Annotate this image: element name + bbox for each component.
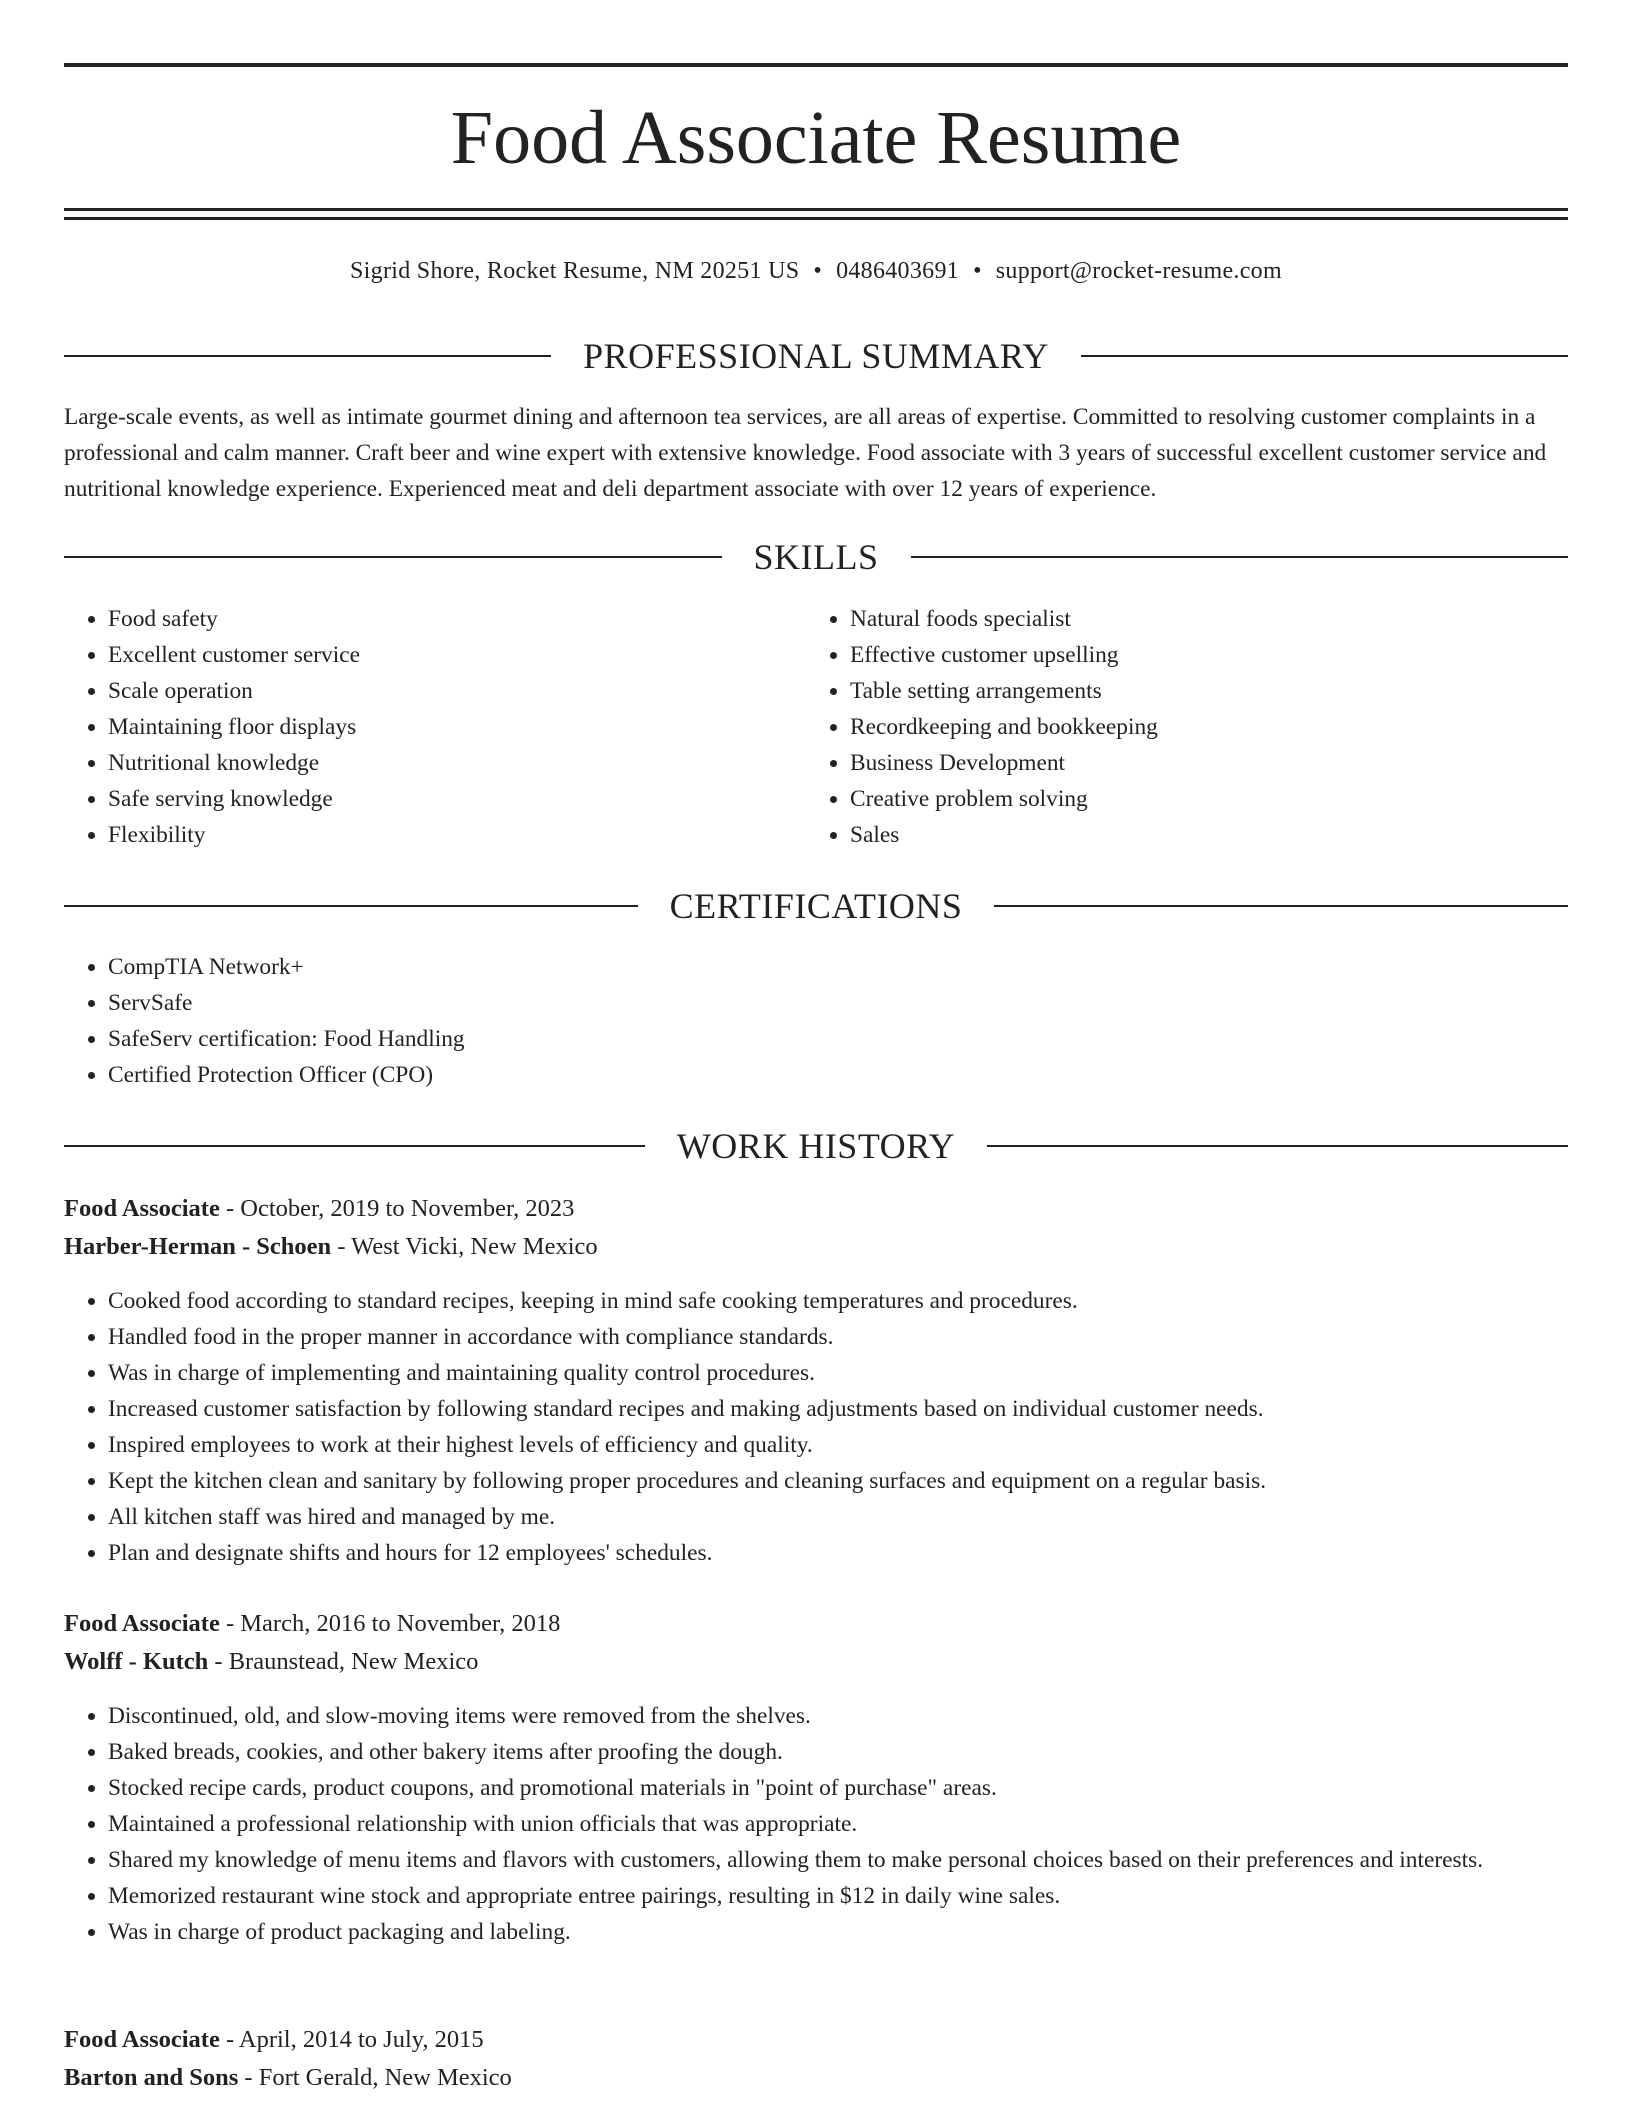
job-duty: • Increased customer satisfaction by following standard recipes and making adjustments based on individual customer needs. [108,1391,1568,1427]
job-duty: • All kitchen staff was hired and managed by me. [108,1499,1568,1535]
job-duty: • Memorized restaurant wine stock and appropriate entree pairings, resulting in $12 in daily wine sales. [108,1878,1568,1914]
job-duty: • Maintained a professional relationship with union officials that was appropriate. [108,1806,1568,1842]
certification-item: • SafeServ certification: Food Handling [108,1021,1568,1057]
heading-rule [1081,355,1568,357]
heading-rule [64,1145,645,1147]
job-dates: - October, 2019 to November, 2023 [219,1195,575,1222]
job-duty: • Baked breads, cookies, and other bakery items after proofing the dough. [108,1734,1568,1770]
section-heading-label: CERTIFICATIONS [669,886,963,926]
job-dates: - March, 2016 to November, 2018 [219,1610,561,1637]
job-company: Barton and Sons [64,2064,239,2091]
heading-rule [911,556,1569,558]
section-heading-label: PROFESSIONAL SUMMARY [583,336,1049,376]
heading-rule [64,556,722,558]
certification-item: • Certified Protection Officer (CPO) [108,1057,1568,1093]
skill-item: • Creative problem solving [850,781,1550,817]
job-title: Food Associate [64,1610,220,1637]
resume-title: Food Associate Resume [450,96,1182,180]
job-duty: • Shared my knowledge of menu items and flavors with customers, allowing them to make personal choices based on their preferences and interests. [108,1842,1568,1878]
job-duty: • Was in charge of product packaging and labeling. [108,1914,1568,1950]
heading-rule [994,905,1568,907]
contact-line [64,253,1568,289]
job-duty: • Was in charge of implementing and maintaining quality control procedures. [108,1355,1568,1391]
job-company: Wolff - Kutch [64,1648,209,1675]
job-duty: • Inspired employees to work at their highest levels of efficiency and quality. [108,1427,1568,1463]
skill-item: • Recordkeeping and bookkeeping [850,709,1550,745]
job-title-line [64,2021,1568,2059]
section-heading-certifications [64,884,1568,928]
section-heading-work-history [64,1124,1568,1168]
job-duty: • Kept the kitchen clean and sanitary by following proper procedures and cleaning surfaces and equipment on a regular basis. [108,1463,1568,1499]
job-location: - West Vicki, New Mexico [331,1233,598,1260]
skill-item: • Effective customer upselling [850,637,1550,673]
skills-list-left [64,601,808,853]
skill-item: • Excellent customer service [108,637,808,673]
skills-list-right [806,601,1550,853]
contact-separator: • [973,258,982,284]
section-heading-label: WORK HISTORY [676,1126,956,1166]
skill-item: • Scale operation [108,673,808,709]
skill-item: • Food safety [108,601,808,637]
skill-item: • Maintaining floor displays [108,709,808,745]
job-company-line [64,1228,1568,1266]
job-duties-list [64,1283,1568,1571]
skill-item: • Flexibility [108,817,808,853]
contact-phone: 0486403691 [836,258,960,284]
certification-item: • CompTIA Network+ [108,949,1568,985]
job-duties-list [64,1698,1568,1950]
job-duty: • Stocked recipe cards, product coupons, and promotional materials in "point of purchase" areas. [108,1770,1568,1806]
job-duty: • Cooked food according to standard recipes, keeping in mind safe cooking temperatures and procedures. [108,1283,1568,1319]
summary-text: Large-scale events, as well as intimate gourmet dining and afternoon tea services, are all areas of expertise. Committed to resolving customer complaints in a professional and calm manner. Craft beer and wine expert with extensive knowledge. Food associate with 3 years of successful excellent customer service and nutritional knowledge experience. Experienced meat and deli department associate with over 12 years of experience. [64,404,1547,502]
section-heading-skills [64,535,1568,579]
skill-item: • Safe serving knowledge [108,781,808,817]
job-duty: • Discontinued, old, and slow-moving items were removed from the shelves. [108,1698,1568,1734]
job-company-line [64,1643,1568,1681]
certification-item: • ServSafe [108,985,1568,1021]
heading-rule [64,905,638,907]
skill-item: • Sales [850,817,1550,853]
contact-address: Sigrid Shore, Rocket Resume, NM 20251 US [350,258,800,284]
heading-rule [64,355,551,357]
job-duty: • Plan and designate shifts and hours for 12 employees' schedules. [108,1535,1568,1571]
job-title: Food Associate [64,2026,220,2053]
job-company: Harber-Herman - Schoen [64,1233,332,1260]
job-dates: - April, 2014 to July, 2015 [219,2026,484,2053]
section-heading-summary [64,334,1568,378]
skill-item: • Natural foods specialist [850,601,1550,637]
job-title-line [64,1190,1568,1228]
job-company-line [64,2059,1568,2097]
contact-email: support@rocket-resume.com [995,258,1282,284]
skill-item: • Nutritional knowledge [108,745,808,781]
job-duty: • Handled food in the proper manner in accordance with compliance standards. [108,1319,1568,1355]
job-title-line [64,1605,1568,1643]
section-heading-label: SKILLS [753,537,879,577]
heading-rule [987,1145,1568,1147]
title-double-rule [64,208,1568,220]
skill-item: • Business Development [850,745,1550,781]
job-title: Food Associate [64,1195,220,1222]
top-rule [64,63,1568,67]
skill-item: • Table setting arrangements [850,673,1550,709]
certifications-list [64,949,1568,1093]
job-location: - Fort Gerald, New Mexico [238,2064,512,2091]
contact-separator: • [813,258,823,284]
job-location: - Braunstead, New Mexico [208,1648,479,1675]
